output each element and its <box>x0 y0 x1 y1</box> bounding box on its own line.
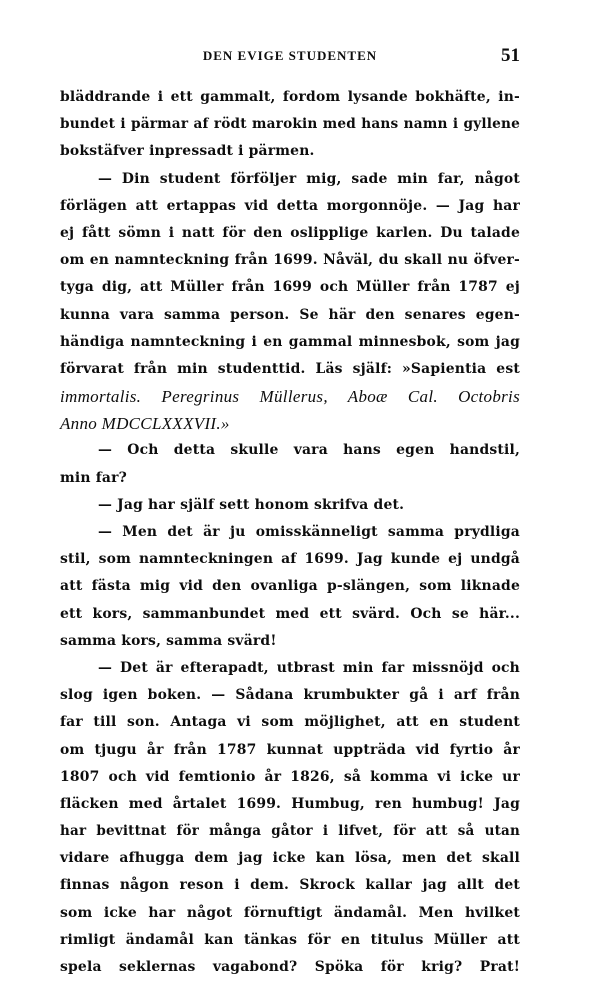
text-line: slog igen boken. — Sådana krumbukter gå i arf från <box>60 687 520 704</box>
text-line: — Det är efterapadt, utbrast min far missnöjd och <box>98 659 520 676</box>
text-line: vidare afhugga dem jag icke kan lösa, men det skall <box>60 850 520 867</box>
text-line: 1807 och vid femtionio år 1826, så komma vi icke ur <box>60 768 520 785</box>
text-line: kunna vara samma person. Se här den senares egen- <box>60 306 520 323</box>
body-text <box>60 84 520 981</box>
text-line: immortalis. Peregrinus Müllerus, Aboæ Cal. Octobris <box>60 387 520 407</box>
text-line: stil, som namnteckningen af 1699. Jag kunde ej undgå <box>60 551 520 568</box>
text-line: att fästa mig vid den ovanliga p-slängen, som liknade <box>60 578 520 595</box>
text-line: — Din student förföljer mig, sade min far, något <box>98 170 520 187</box>
text-line: — Men det är ju omisskänneligt samma prydliga <box>98 524 520 540</box>
text-line: om tjugu år från 1787 kunnat uppträda vid fyrtio år <box>60 741 520 758</box>
running-title: DEN EVIGE STUDENTEN <box>202 48 378 63</box>
text-line: som icke har något förnuftigt ändamål. Men hvilket <box>60 904 520 921</box>
text-line: förlägen att ertappas vid detta morgonnöje. — Jag har <box>60 197 520 214</box>
text-line: om en namnteckning från 1699. Nåväl, du skall nu öfver- <box>60 252 520 269</box>
text-line: spela seklernas vagabond? Spöka för krig? Prat! <box>60 959 520 975</box>
text-line: min far? <box>60 469 127 486</box>
text-line: Anno MDCCLXXXVII.» <box>60 414 230 434</box>
text-line: finnas någon reson i dem. Skrock kallar jag allt det <box>60 877 520 894</box>
text-line: tyga dig, att Müller från 1699 och Müller från 1787 ej <box>60 279 520 296</box>
text-line: far till son. Antaga vi som möjlighet, att en student <box>60 714 520 731</box>
text-line: ej fått sömn i natt för den oslipplige karlen. Du talade <box>60 224 520 241</box>
text-line: förvarat från min studenttid. Läs själf: »Sapientia est <box>60 360 520 377</box>
text-line: bläddrande i ett gammalt, fordom lysande bokhäfte, in- <box>60 89 520 105</box>
text-line: — Jag har själf sett honom skrifva det. <box>98 496 405 513</box>
page-number: 51 <box>501 45 520 66</box>
text-line: bundet i pärmar af rödt marokin med hans namn i gyllene <box>60 116 520 133</box>
running-head <box>60 45 520 70</box>
text-line: — Och detta skulle vara hans egen handstil, <box>98 442 520 459</box>
text-line: rimligt ändamål kan tänkas för en titulus Müller att <box>60 931 520 948</box>
text-line: bokstäfver inpressadt i pärmen. <box>60 143 315 160</box>
text-line: har bevittnat för många gåtor i lifvet, för att så utan <box>60 823 520 840</box>
text-line: fläcken med årtalet 1699. Humbug, ren humbug! Jag <box>60 795 520 812</box>
text-line: samma kors, samma svärd! <box>60 632 277 649</box>
text-line: ett kors, sammanbundet med ett svärd. Och se här... <box>60 605 520 622</box>
text-line: händiga namnteckning i en gammal minnesbok, som jag <box>60 333 520 350</box>
